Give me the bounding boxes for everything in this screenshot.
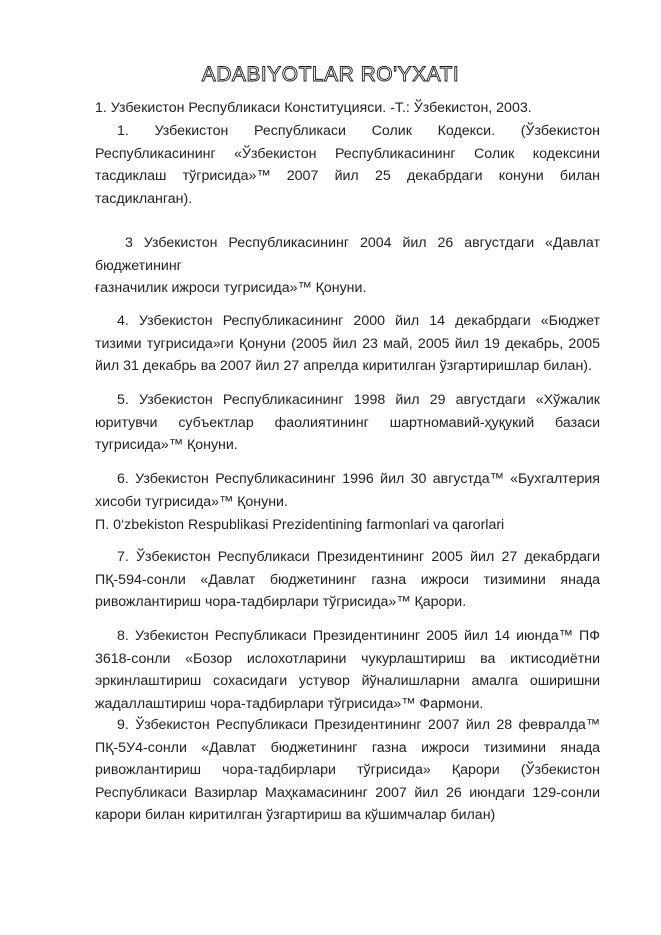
list-item-line: жадаллаштириш чора-тадбирлари тўгрисида»™ Фармони. (95, 695, 484, 712)
list-item-line: тасдиклаш тўгрисида»™ 2007 йил 25 декабрдаги конуни билан (95, 168, 600, 184)
list-item-line: 1. Узбекистон Республикаси Конституцияси. -Т.: Ўзбекистон, 2003. (95, 100, 532, 116)
list-item-line: бюджетининг (95, 257, 182, 274)
list-item-3 (95, 232, 600, 300)
list-item-line: ривожлантириш чора-тадбирлари тўгрисида»™ Қарори. (95, 594, 467, 610)
list-item-2 (95, 120, 600, 210)
section-heading (95, 514, 600, 537)
list-item-line: хисоби тугрисида»™ Қонуни. (95, 493, 288, 510)
list-item-5 (95, 389, 600, 457)
list-item-9 (95, 714, 600, 827)
list-item-line: 7. Ўзбекистон Республикаси Президентининг 2005 йил 27 декабрдаги (117, 549, 600, 565)
list-item-8 (95, 625, 600, 715)
list-item-line: 5. Узбекистон Республикасининг 1998 йил 29 августдаги «Хўжалик (117, 392, 600, 408)
list-item-line: ғазначилик ижроси тугрисида»™ Қонуни. (95, 280, 367, 296)
list-item-line: юритувчи субъектлар фаолиятининг шартномавий-ҳуқукий базаси (95, 414, 600, 431)
page-title: ADABIYOTLAR RO'YXATI (201, 63, 460, 86)
list-item-line: 1. Узбекистон Республикаси Солик Кодекси. (Ўзбекистон (117, 123, 600, 139)
list-item-line: тизими тугрисида»ги Қонуни (2005 йил 23 май, 2005 йил 19 декабрь, 2005 (95, 335, 600, 352)
list-item-line: 4. Узбекистон Республикасининг 2000 йил 14 декабрдаги «Бюджет (117, 313, 600, 329)
list-item-line: Республикаси Вазирлар Маҳкамасининг 2007 йил 26 июндаги 129-сонли (95, 784, 600, 801)
list-item-7 (95, 546, 600, 614)
list-item-line: 3 Узбекистон Республикасининг 2004 йил 26 августдаги «Давлат (125, 235, 600, 251)
list-item-line: Республикасининг «Ўзбекистон Республикасининг Солик кодексини (95, 145, 600, 162)
list-item-line: карори билан киритилган ўзгартириш ва кўшимчалар билан) (95, 807, 496, 823)
list-item-1 (95, 97, 600, 120)
list-item-line: йил 31 декабрь ва 2007 йил 27 апрелда киритилган ўзгартиришлар билан). (95, 358, 592, 374)
list-item-6 (95, 468, 600, 513)
list-item-line: ПҚ-5У4-сонли «Давлат бюджетининг газна ижроси тизимини янада (95, 739, 600, 756)
section-heading-line: П. 0‘zbekiston Respublikasi Prezidentining farmonlari va qarorlari (95, 517, 505, 533)
list-item-line: 9. Ўзбекистон Республикаси Президентининг 2007 йил 28 февралда™ (117, 717, 600, 733)
list-item-line: 3618-сонли «Бозор ислохотларини чукурлаштириш ва иктисодиётни (95, 650, 600, 667)
list-item-line: тасдикланган). (95, 190, 193, 207)
list-item-4 (95, 310, 600, 378)
list-item-line: 6. Узбекистон Республикасининг 1996 йил 30 августда™ «Бухгалтерия (117, 471, 600, 487)
list-item-line: ривожлантириш чора-тадбирлари тўгрисида» Қарори (Ўзбекистон (95, 762, 600, 778)
list-item-line: тугрисида»™ Қонуни. (95, 437, 238, 453)
list-item-line: эркинлаштириш сохасидаги устувор йўналишларни амалга оширишни (95, 673, 600, 689)
list-item-line: 8. Узбекистон Республикаси Президентининг 2005 йил 14 июнда™ ПФ (117, 628, 600, 644)
list-item-line: ПҚ-594-сонли «Давлат бюджетининг газна ижроси тизимини янада (95, 571, 600, 588)
